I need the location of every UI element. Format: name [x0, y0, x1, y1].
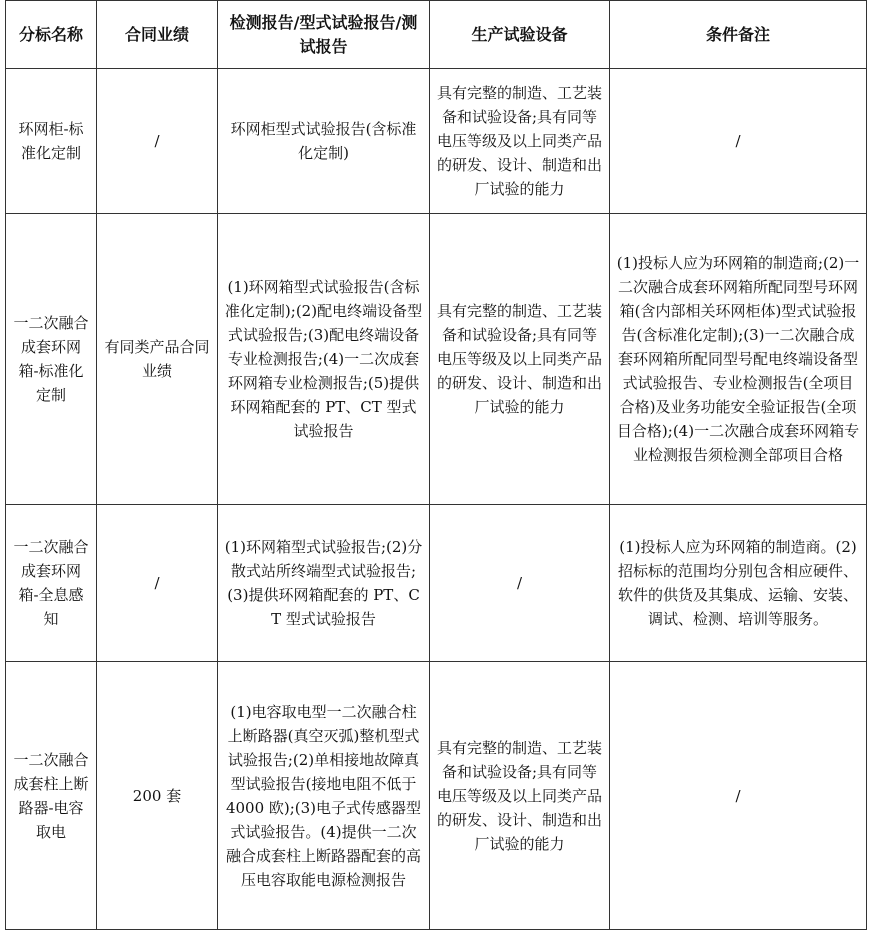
table-header-row [6, 1, 867, 69]
cell-performance: 200 套 [97, 662, 218, 930]
header-equipment: 生产试验设备 [430, 1, 610, 69]
cell-name: 一二次融合成套环网箱-标准化定制 [6, 214, 97, 505]
header-remarks: 条件备注 [610, 1, 867, 69]
qualification-table [5, 0, 867, 930]
table-row [6, 505, 867, 662]
cell-performance: / [97, 505, 218, 662]
cell-equipment: 具有完整的制造、工艺装备和试验设备;具有同等电压等级及以上同类产品的研发、设计、制造和出厂试验的能力 [430, 69, 610, 214]
cell-equipment: / [430, 505, 610, 662]
cell-equipment: 具有完整的制造、工艺装备和试验设备;具有同等电压等级及以上同类产品的研发、设计、制造和出厂试验的能力 [430, 214, 610, 505]
cell-performance: / [97, 69, 218, 214]
table-row [6, 662, 867, 930]
header-name: 分标名称 [6, 1, 97, 69]
cell-equipment: 具有完整的制造、工艺装备和试验设备;具有同等电压等级及以上同类产品的研发、设计、制造和出厂试验的能力 [430, 662, 610, 930]
cell-name: 一二次融合成套柱上断路器-电容取电 [6, 662, 97, 930]
cell-remarks: / [610, 662, 867, 930]
header-reports: 检测报告/型式试验报告/测试报告 [218, 1, 430, 69]
cell-name: 一二次融合成套环网箱-全息感知 [6, 505, 97, 662]
cell-reports: (1)环网箱型式试验报告;(2)分散式站所终端型式试验报告;(3)提供环网箱配套的 PT、CT 型式试验报告 [218, 505, 430, 662]
table-row [6, 214, 867, 505]
table-row [6, 69, 867, 214]
header-performance: 合同业绩 [97, 1, 218, 69]
cell-reports: (1)环网箱型式试验报告(含标准化定制);(2)配电终端设备型式试验报告;(3)配电终端设备专业检测报告;(4)一二次成套环网箱专业检测报告;(5)提供环网箱配套的 PT、CT 型式试验报告 [218, 214, 430, 505]
cell-remarks: / [610, 69, 867, 214]
cell-remarks: (1)投标人应为环网箱的制造商;(2)一二次融合成套环网箱所配同型号环网箱(含内部相关环网柜体)型式试验报告(含标准化定制);(3)一二次融合成套环网箱所配同型号配电终端设备型式试验报告、专业检测报告(全项目合格)及业务功能安全验证报告(全项目合格);(4)一二次融合成套环网箱专业检测报告须检测全部项目合格 [610, 214, 867, 505]
cell-remarks: (1)投标人应为环网箱的制造商。(2)招标标的范围均分别包含相应硬件、软件的供货及其集成、运输、安装、调试、检测、培训等服务。 [610, 505, 867, 662]
cell-reports: (1)电容取电型一二次融合柱上断路器(真空灭弧)整机型式试验报告;(2)单相接地故障真型试验报告(接地电阻不低于 4000 欧);(3)电子式传感器型式试验报告。(4)提供一二次融合成套柱上断路器配套的高压电容取能电源检测报告 [218, 662, 430, 930]
cell-reports: 环网柜型式试验报告(含标准化定制) [218, 69, 430, 214]
cell-performance: 有同类产品合同业绩 [97, 214, 218, 505]
cell-name: 环网柜-标准化定制 [6, 69, 97, 214]
